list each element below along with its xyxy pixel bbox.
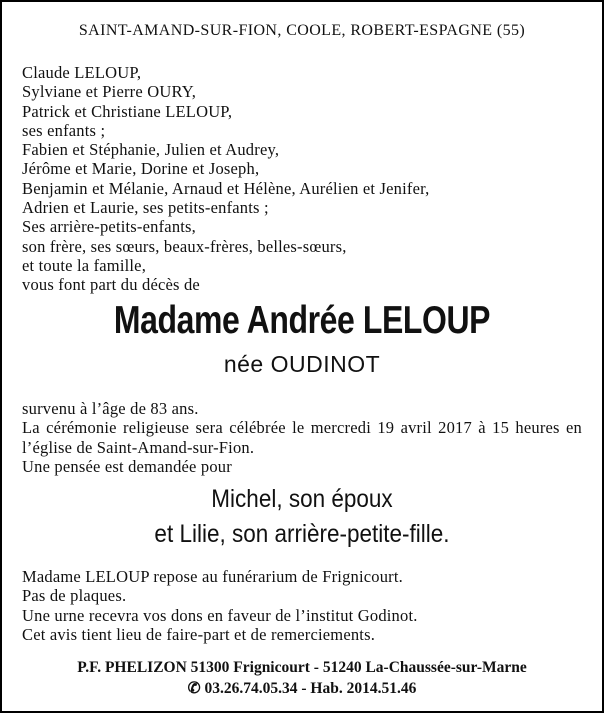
locations-header: SAINT-AMAND-SUR-FION, COOLE, ROBERT-ESPAGNE (55) (78, 22, 526, 39)
ceremony-text: La cérémonie religieuse sera célébrée le mercredi 19 avril 2017 à 15 heures en l’église de Saint-Amand-sur-Fion. (22, 418, 582, 457)
funeral-home-phone: ✆ 03.26.74.05.34 - Hab. 2014.51.46 (187, 680, 417, 697)
family-list (22, 63, 582, 295)
tribute-line: et Lilie, son arrière-petite-fille. (154, 520, 450, 548)
closing-line: Madame LELOUP repose au funérarium de Frignicourt. (22, 567, 403, 586)
tribute-block (32, 482, 572, 552)
family-line: Sylviane et Pierre OURY, (22, 82, 197, 102)
family-line: Claude LELOUP, (22, 63, 142, 82)
deceased-name: Madame Andrée LELOUP (113, 299, 491, 342)
closing-line: Cet avis tient lieu de faire-part et de remerciements. (22, 624, 376, 644)
age-line: survenu à l’âge de 83 ans. (22, 399, 199, 418)
family-line: vous font part du décès de (22, 275, 200, 295)
closing-block (22, 567, 582, 644)
family-line: Benjamin et Mélanie, Arnaud et Hélène, Aurélien et Jenifer, (22, 178, 430, 198)
closing-line: Pas de plaques. (22, 586, 127, 606)
family-line: Fabien et Stéphanie, Julien et Audrey, (22, 140, 280, 160)
thought-line: Une pensée est demandée pour (22, 456, 232, 476)
details-block (22, 399, 582, 476)
family-line: Ses arrière-petits-enfants, (22, 217, 196, 237)
funeral-home-footer (2, 657, 602, 699)
funeral-home-address: P.F. PHELIZON 51300 Frignicourt - 51240 La-Chaussée-sur-Marne (77, 659, 527, 676)
tribute-line: Michel, son époux (211, 485, 393, 513)
closing-line: Une urne recevra vos dons en faveur de l’institut Godinot. (22, 605, 418, 625)
family-line: et toute la famille, (22, 255, 147, 275)
family-line: ses enfants ; (22, 120, 106, 140)
maiden-name: née OUDINOT (223, 351, 381, 377)
family-line: Adrien et Laurie, ses petits-enfants ; (22, 198, 269, 218)
family-line: Patrick et Christiane LELOUP, (22, 101, 233, 121)
family-line: son frère, ses sœurs, beaux-frères, belles-sœurs, (22, 236, 347, 256)
family-line: Jérôme et Marie, Dorine et Joseph, (22, 159, 260, 179)
